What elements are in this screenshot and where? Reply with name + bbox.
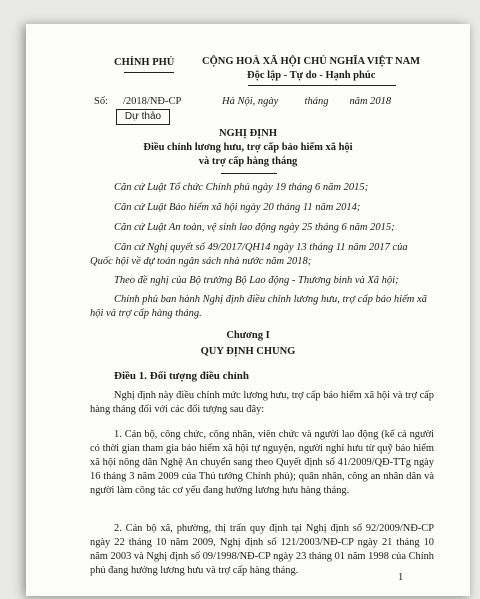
- document-subject-line2: và trợ cấp hàng tháng: [198, 156, 298, 167]
- issuer-name: CHÍNH PHỦ: [114, 57, 175, 68]
- document-number-label: Số:: [94, 96, 109, 107]
- draft-stamp: Dự thảo: [116, 109, 170, 125]
- preamble-line: hội và trợ cấp hàng tháng.: [90, 308, 202, 319]
- national-motto: Độc lập - Tự do - Hạnh phúc: [247, 70, 376, 81]
- document-page: [26, 24, 470, 596]
- preamble-line: Căn cứ Luật Bảo hiểm xã hội ngày 20 tháng 11 năm 2014;: [114, 202, 361, 213]
- article-heading: Điều 1. Đối tượng điều chỉnh: [114, 370, 249, 382]
- motto-underline: [248, 85, 396, 86]
- page-number: 1: [398, 572, 404, 583]
- title-underline: [221, 173, 277, 174]
- article-item-1: 1. Cán bộ, công chức, công nhân, viên chức và người lao động (kể cả người có thời gian tham gia bảo hiểm xã hội tự nguyện, người nghỉ hưu từ quỹ bảo hiểm xã hội nông dân Nghệ An chuyển sang theo Quyết định số 41/2009/QĐ-TTg ngày 16 tháng 3 năm 2009 của Thủ tướng Chính phủ); quân nhân, công an nhân dân và người làm công tác cơ yếu đang hưởng lương hưu hàng tháng.: [90, 429, 434, 496]
- preamble-line: Căn cứ Luật Tổ chức Chính phủ ngày 19 tháng 6 năm 2015;: [114, 182, 369, 193]
- chapter-name: QUY ĐỊNH CHUNG: [200, 346, 296, 357]
- preamble-line: Căn cứ Luật An toàn, vệ sinh lao động ngày 25 tháng 6 năm 2015;: [114, 222, 395, 233]
- document-subject-line1: Điều chỉnh lương hưu, trợ cấp bảo hiểm xã hội: [143, 142, 353, 153]
- preamble-line: Quốc hội về dự toán ngân sách nhà nước năm 2018;: [90, 256, 312, 267]
- document-type: NGHỊ ĐỊNH: [218, 128, 278, 139]
- article-intro: Nghị định này điều chỉnh mức lương hưu, trợ cấp bảo hiểm xã hội và trợ cấp hàng tháng đối với các đối tượng sau đây:: [90, 390, 434, 415]
- preamble-line: Theo đề nghị của Bộ trưởng Bộ Lao động - Thương binh và Xã hội;: [114, 275, 399, 286]
- preamble-line: Chính phủ ban hành Nghị định điều chỉnh lương hưu, trợ cấp bảo hiểm xã: [114, 294, 427, 305]
- document-number: /2018/NĐ-CP: [123, 96, 182, 107]
- article-item-2: 2. Cán bộ xã, phường, thị trấn quy định tại Nghị định số 92/2009/NĐ-CP ngày 22 tháng 10 năm 2009, Nghị định số 121/2003/NĐ-CP ngày 21 tháng 10 năm 2003 và Nghị định số 09/1998/NĐ-CP ngày 23 tháng 01 năm 1998 của Chính phủ đang hưởng lương hưu và trợ cấp hàng tháng.: [90, 523, 434, 576]
- preamble-line: Căn cứ Nghị quyết số 49/2017/QH14 ngày 13 tháng 11 năm 2017 của: [114, 242, 408, 253]
- issuer-underline: [124, 72, 174, 73]
- place-and-date: Hà Nội, ngày tháng năm 2018: [222, 96, 392, 107]
- chapter-number: Chương I: [226, 330, 270, 341]
- country-name: CỘNG HOÀ XÃ HỘI CHỦ NGHĨA VIỆT NAM: [202, 56, 421, 67]
